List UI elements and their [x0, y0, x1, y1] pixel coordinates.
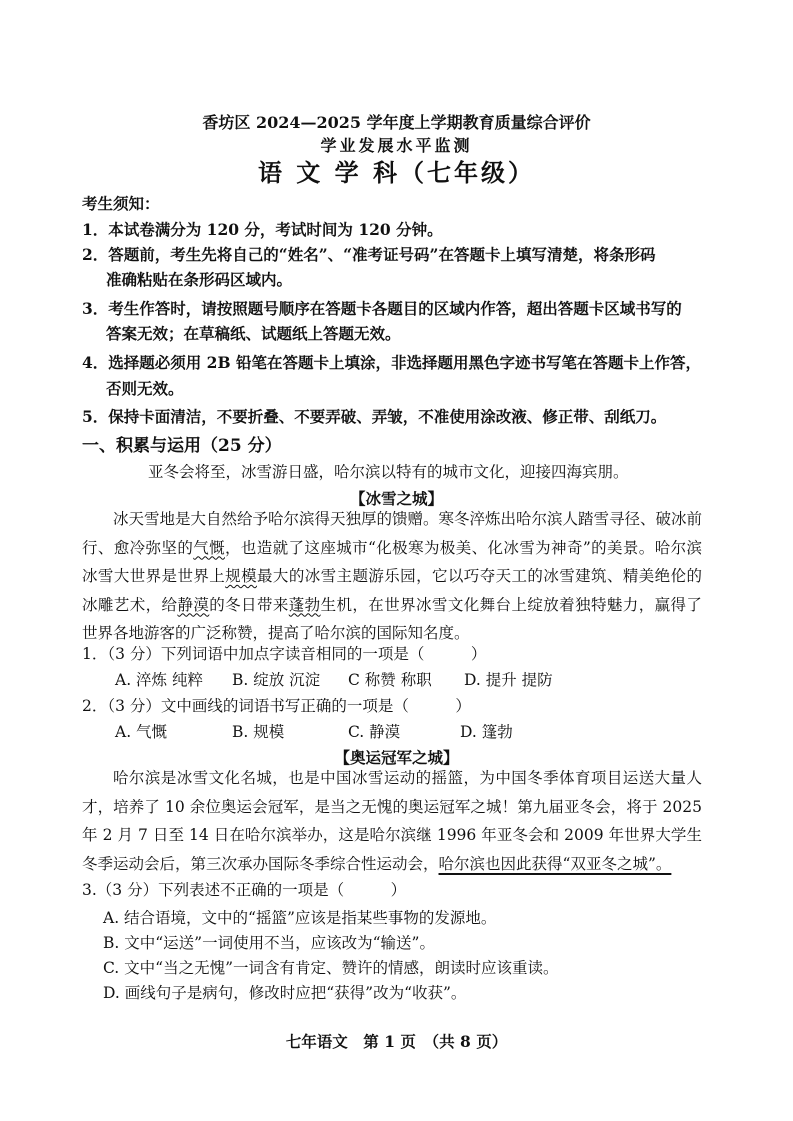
subheading-ice-city: 【冰雪之城】 — [349, 489, 443, 508]
passage-ice-city: 冰天雪地是大自然给予哈尔滨得天独厚的馈赠。寒冬淬炼出哈尔滨人踏雪寻径、破冰前行、愈冷弥坚的气慨，也造就了这座城市“化极寒为极美、化冰雪为神奇”的美景。哈尔滨冰雪大世界是世界上规模最大的冰雪主题游乐园，它以巧夺天工的冰雪建筑、精美绝伦的冰雕艺术，给静漠的冬日带来蓬勃生机，在世界冰雪文化舞台上绽放着独特魅力，赢得了世界各地游客的广泛称赞，提高了哈尔滨的国际知名度。 — [82, 510, 703, 642]
question-1-stem: 1．（3 分）下列词语中加点字读音相同的一项是（ ） — [82, 645, 487, 663]
notice-item-4-cont: 否则无效。 — [106, 379, 184, 398]
header-title-line1: 香坊区 2024—2025 学年度上学期教育质量综合评价 — [202, 113, 591, 132]
passage-olympic-city: 哈尔滨是冰雪文化名城，也是中国冰雪运动的摇篮，为中国冬季体育项目运送大量人才，培养了 10 余位奥运会冠军，是当之无愧的奥运冠军之城！第九届亚冬会，将于 2025 年 2 月 7 日至 14 日在哈尔滨举办，这是哈尔滨继 1996 年亚冬会和 2009 年世界大学生冬季运动会后，第三次承办国际冬季综合性运动会，哈尔滨也因此获得“双亚冬之城”。 — [82, 769, 702, 873]
notice-item-2-cont: 准确粘贴在条形码区域内。 — [106, 270, 293, 289]
underlined-word-1: 气慨 — [193, 538, 225, 557]
notice-title: 考生须知： — [82, 194, 160, 213]
subject-title: 语 文 学 科（七年级） — [257, 158, 536, 187]
question-2-stem: 2．（3 分）文中画线的词语书写正确的一项是（ ） — [82, 697, 471, 715]
underlined-word-3: 静漠 — [177, 595, 210, 614]
header-title-line2: 学业发展水平监测 — [320, 136, 473, 155]
question-3-option-d: D. 画线句子是病句，修改时应把“获得”改为“收获”。 — [103, 984, 467, 1002]
question-3-stem: 3.（3 分）下列表述不正确的一项是（ ） — [82, 881, 407, 899]
question-2-option-b: B. 规模 — [232, 723, 285, 741]
underlined-word-2: 规模 — [225, 567, 257, 585]
notice-item-2: 2．答题前，考生先将自己的“姓名”、“准考证号码”在答题卡上填写清楚，将条形码 — [82, 245, 656, 264]
underlined-sentence: 哈尔滨也因此获得“双亚冬之城”。 — [438, 854, 672, 873]
notice-item-3-cont: 答案无效；在草稿纸、试题纸上答题无效。 — [106, 324, 401, 343]
question-1-option-a: A. 淬炼 纯粹 — [115, 671, 203, 689]
page-footer: 七年语文 第 1 页 （共 8 页） — [285, 1032, 508, 1051]
subheading-olympic-city: 【奥运冠军之城】 — [334, 748, 459, 767]
notice-item-5: 5．保持卡面清洁，不要折叠、不要弄破、弄皱，不准使用涂改液、修正带、刮纸刀。 — [82, 407, 667, 426]
notice-item-1: 1．本试卷满分为 120 分，考试时间为 120 分钟。 — [82, 220, 443, 239]
question-3-option-c: C. 文中“当之无愧”一词含有肯定、赞许的情感，朗读时应该重读。 — [103, 959, 559, 977]
section-intro: 亚冬会将至，冰雪游日盛，哈尔滨以特有的城市文化，迎接四海宾朋。 — [148, 463, 629, 481]
question-3-option-a: A. 结合语境，文中的“摇篮”应该是指某些事物的发源地。 — [103, 909, 497, 927]
notice-item-3: 3．考生作答时，请按照题号顺序在答题卡各题目的区域内作答，超出答题卡区域书写的 — [82, 299, 682, 318]
question-1-option-c: C 称赞 称职 — [348, 671, 432, 689]
question-2-option-a: A. 气慨 — [115, 723, 168, 741]
underlined-word-4: 蓬勃 — [288, 595, 321, 614]
section-title: 一、积累与运用（25 分） — [82, 436, 282, 456]
question-1-option-b: B. 绽放 沉淀 — [232, 671, 321, 689]
notice-item-4: 4．选择题必须用 2B 铅笔在答题卡上填涂，非选择题用黑色字迹书写笔在答题卡上作答， — [82, 353, 701, 372]
question-1-option-d: D. 提升 提防 — [464, 671, 553, 689]
question-2-option-c: C. 静漠 — [348, 723, 401, 741]
question-2-option-d: D. 篷勃 — [460, 723, 513, 741]
question-3-option-b: B. 文中“运送”一词使用不当，应该改为“输送”。 — [103, 934, 435, 952]
